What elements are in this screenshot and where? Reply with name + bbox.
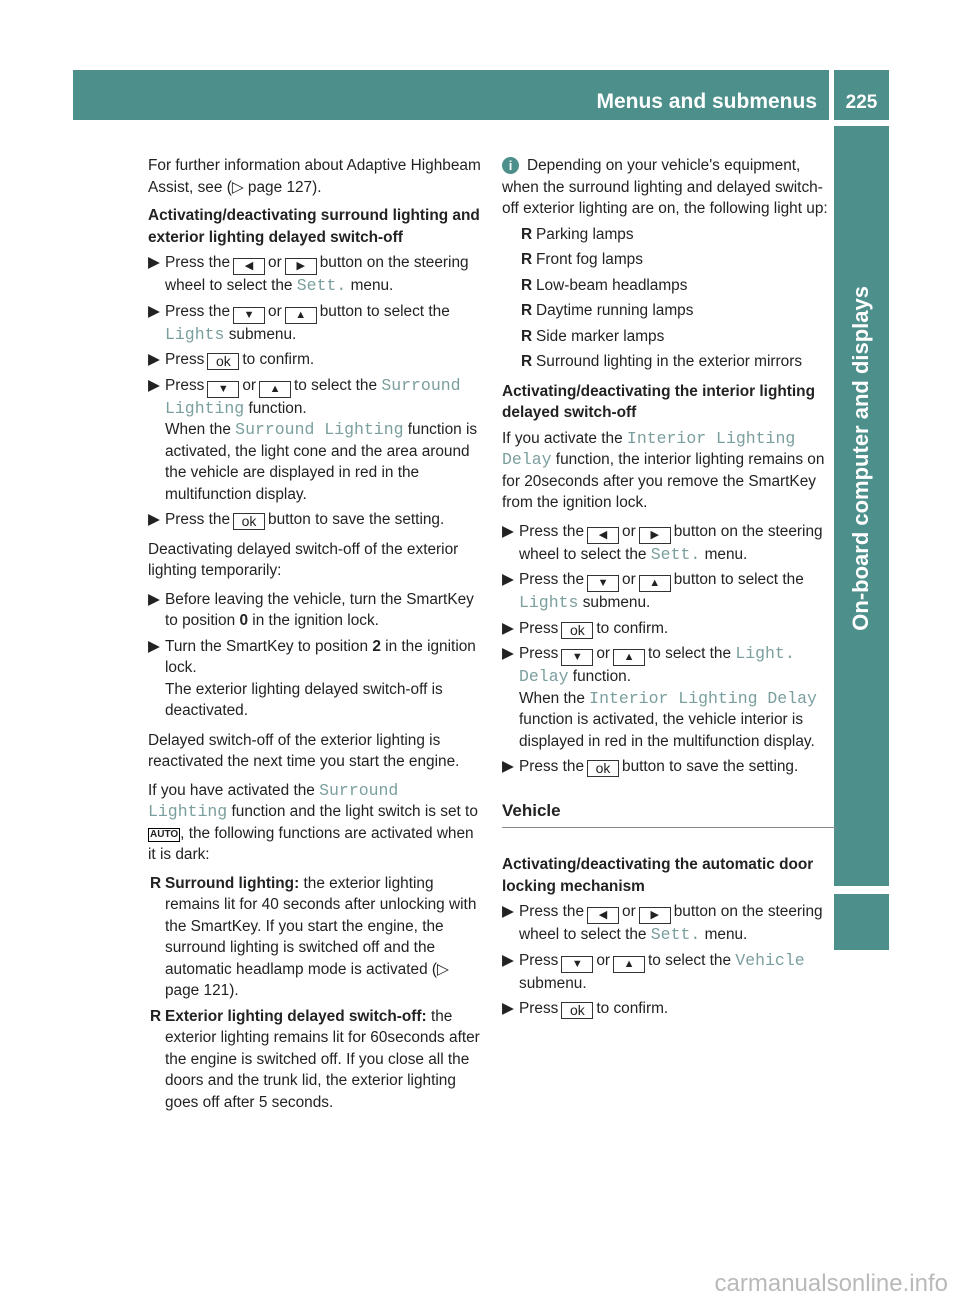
step: ▶ Press ok to confirm. [502, 1000, 669, 1018]
header-bar [73, 70, 829, 120]
ok-key-icon: ok [561, 1002, 593, 1019]
heading-surround-lighting: Activating/deactivating surround lighting and exterior lighting delayed switch-off [148, 207, 480, 246]
down-key-icon: ▼ [207, 381, 239, 398]
step-arrow-icon: ▶ [502, 758, 514, 775]
step-arrow-icon: ▶ [148, 637, 160, 655]
list-item: R Parking lamps [521, 225, 634, 243]
left-column [148, 155, 483, 1117]
page-title: Menus and submenus [596, 90, 817, 113]
info-icon: i [502, 157, 519, 174]
watermark: carmanualsonline.info [714, 1270, 948, 1297]
function-name: Light. Delay [519, 644, 795, 686]
function-name: Interior Lighting Delay [589, 688, 817, 708]
side-tab-label: On-board computer and displays [848, 286, 873, 631]
function-name: Surround Lighting [235, 420, 404, 439]
step: ▶ Press the ◀ or ▶ button on the steering wheel to select the Sett. menu. [148, 254, 469, 295]
up-key-icon: ▲ [285, 307, 317, 324]
list-item: R Front fog lamps [521, 251, 643, 268]
step: ▶ Press the ▼ or ▲ button to select the Lights submenu. [502, 571, 804, 612]
side-tab [834, 126, 889, 886]
step-arrow-icon: ▶ [502, 522, 514, 540]
step: ▶ Press ok to confirm. [148, 351, 315, 369]
paragraph: If you have activated the Surround Lighting function and the light switch is set to AUTO , the following functions are activated when it is dark: [148, 780, 478, 863]
step: ▶ Press the ok button to save the setting. [502, 758, 799, 776]
step-arrow-icon: ▶ [502, 1000, 514, 1017]
step-arrow-icon: ▶ [148, 376, 160, 394]
step-arrow-icon: ▶ [502, 571, 514, 588]
down-key-icon: ▼ [561, 649, 593, 666]
right-arrow-key-icon: ▶ [639, 907, 671, 924]
submenu-name: Lights [165, 324, 225, 344]
step: ▶ Press ▼ or ▲ to select the Surround Lighting function. When the Surround Lighting function is activated, the light cone and the area around the vehicle are displayed in red in the multifunction display. [148, 375, 478, 503]
section-heading-vehicle: Vehicle [502, 782, 837, 829]
function-name: Surround Lighting [165, 375, 461, 418]
step: ▶ Press the ◀ or ▶ button on the steering wheel to select the Sett. menu. [502, 522, 823, 564]
paragraph: Deactivating delayed switch-off of the exterior lighting temporarily: [148, 540, 459, 579]
step: ▶ Press the ok button to save the setting. [148, 511, 445, 529]
up-key-icon: ▲ [613, 649, 645, 666]
down-key-icon: ▼ [233, 307, 265, 324]
page-number-box [834, 70, 889, 120]
page-number: 225 [845, 92, 878, 113]
paragraph: Delayed switch-off of the exterior lighting is reactivated the next time you start the engine. [148, 731, 460, 770]
menu-name: Sett. [650, 544, 701, 564]
up-key-icon: ▲ [613, 956, 645, 973]
auto-light-icon: AUTO [150, 828, 179, 840]
step-arrow-icon: ▶ [148, 351, 160, 368]
ok-key-icon: ok [561, 622, 593, 639]
step-arrow-icon: ▶ [502, 951, 514, 969]
step-arrow-icon: ▶ [502, 645, 514, 662]
step: ▶ Press ▼ or ▲ to select the Vehicle submenu. [502, 950, 805, 992]
info-note: i Depending on your vehicle's equipment, when the surround lighting and delayed switch-off exterior lighting are on, the following light up: [502, 157, 828, 217]
step: ▶ Press the ▼ or ▲ button to select the Lights submenu. [148, 302, 450, 344]
right-column [502, 155, 837, 1024]
left-arrow-key-icon: ◀ [233, 258, 265, 275]
intro-paragraph: For further information about Adaptive Highbeam Assist, see (▷ page 127). [148, 157, 481, 196]
step-arrow-icon: ▶ [148, 511, 160, 528]
list-item: R Low-beam headlamps [521, 276, 688, 294]
ok-key-icon: ok [587, 760, 619, 777]
side-tab-marker [834, 894, 889, 950]
right-arrow-key-icon: ▶ [285, 258, 317, 275]
step: ▶ Turn the SmartKey to position 2 in the ignition lock. The exterior lighting delayed switch-off is deactivated. [148, 637, 476, 719]
step-arrow-icon: ▶ [148, 302, 160, 320]
menu-name: Sett. [650, 925, 701, 944]
menu-name: Sett. [296, 276, 347, 295]
function-name: Interior Lighting Delay [502, 428, 796, 469]
down-key-icon: ▼ [587, 575, 619, 592]
list-item: R Side marker lamps [521, 327, 665, 345]
list-item: R Daytime running lamps [521, 302, 694, 319]
step: ▶ Press ▼ or ▲ to select the Light. Delay function. When the Interior Lighting Delay function is activated, the vehicle interior is displayed in red in the multifunction display. [502, 644, 817, 750]
submenu-name: Vehicle [735, 950, 805, 970]
step: ▶ Press the ◀ or ▶ button on the steering wheel to select the Sett. menu. [502, 903, 823, 944]
step: ▶ Press ok to confirm. [502, 619, 669, 638]
submenu-name: Lights [519, 593, 579, 612]
step: ▶ Before leaving the vehicle, turn the SmartKey to position 0 in the ignition lock. [148, 590, 474, 629]
step-arrow-icon: ▶ [502, 903, 514, 920]
left-arrow-key-icon: ◀ [587, 527, 619, 544]
ok-key-icon: ok [207, 353, 239, 370]
right-arrow-key-icon: ▶ [639, 527, 671, 544]
left-arrow-key-icon: ◀ [587, 907, 619, 924]
bullet-item: R Surround lighting: the exterior lighting remains lit for 40 seconds after unlocking with the SmartKey. If you start the engine, the surround lighting is switched off and the automatic headlamp mode is activated (▷ page 121). [150, 874, 477, 999]
step-arrow-icon: ▶ [502, 619, 514, 637]
paragraph: If you activate the Interior Lighting Delay function, the interior lighting remains on for 20seconds after you remove the SmartKey from the ignition lock. [502, 428, 825, 511]
up-key-icon: ▲ [259, 381, 291, 398]
heading-interior-lighting: Activating/deactivating the interior lighting delayed switch-off [502, 382, 815, 421]
down-key-icon: ▼ [561, 956, 593, 973]
up-key-icon: ▲ [639, 575, 671, 592]
bullet-item: R Exterior lighting delayed switch-off: the exterior lighting remains lit for 60seconds after the engine is switched off. If you close all the doors and the trunk lid, the exterior lighting goes off after 5 seconds. [150, 1007, 480, 1111]
step-arrow-icon: ▶ [148, 254, 160, 271]
step-arrow-icon: ▶ [148, 590, 160, 608]
heading-door-locking: Activating/deactivating the automatic door locking mechanism [502, 856, 814, 895]
list-item: R Surround lighting in the exterior mirrors [521, 353, 803, 370]
ok-key-icon: ok [233, 513, 265, 530]
function-name: Surround Lighting [148, 780, 399, 821]
